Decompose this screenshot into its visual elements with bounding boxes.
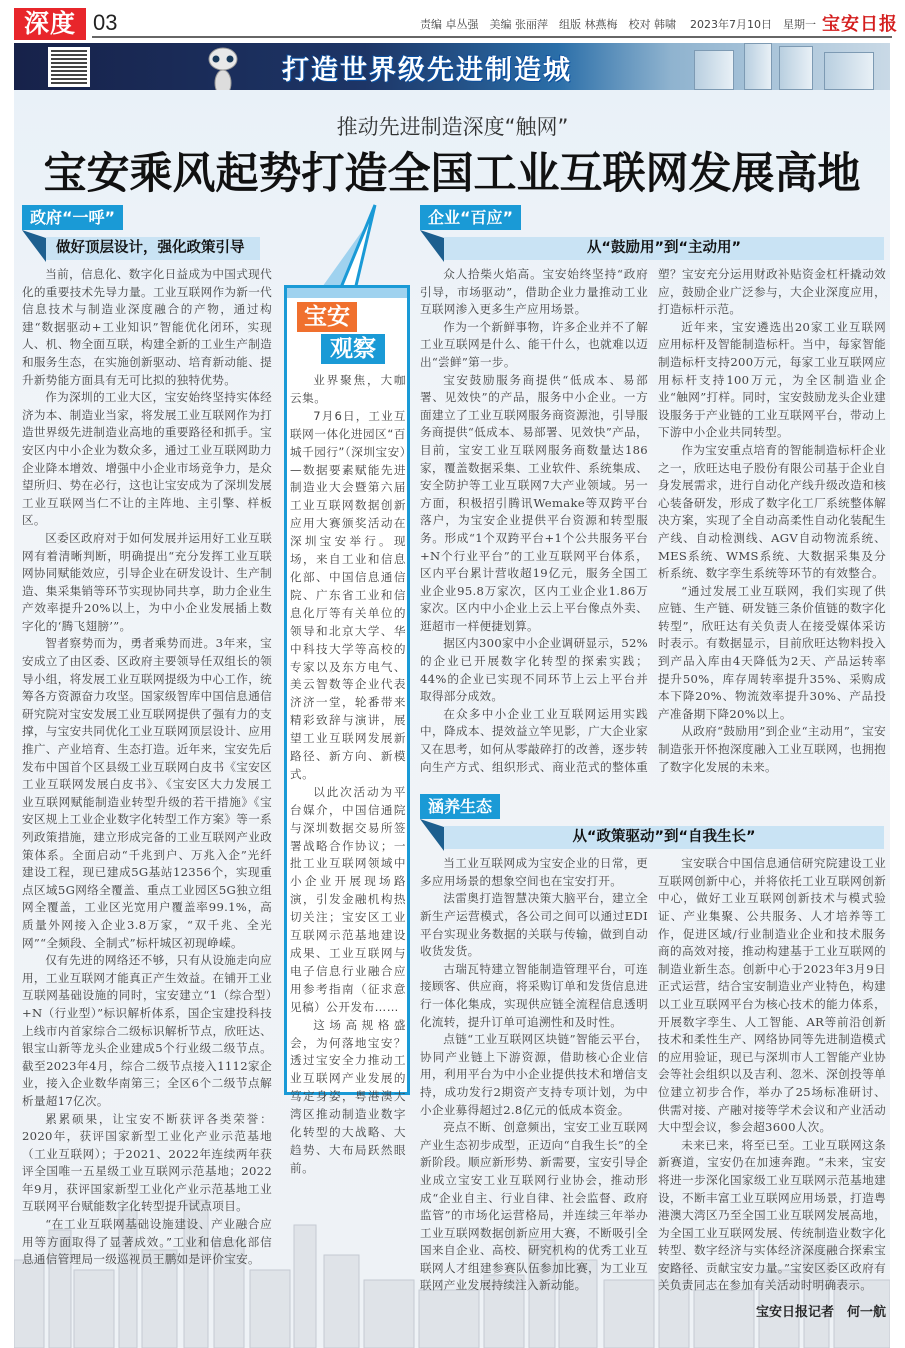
paragraph: 智者察势而为，勇者乘势而进。3年来，宝安成立了由区委、区政府主要领导任双组长的领导小组，将发展工业互联网提级为中心工作，统筹各方资源奋力攻坚。国家级智库中国信息通信研究院对宝安发展工业互联网提供了强有力的支撑，与宝安共同优化工业互联网顶层设计、应用推广、产业培育、生态打造。近年来，宝安先后发布中国首个区县级工业互联网白皮书《宝安区工业互联网发展白皮书》、《宝安区大力发展工业互联网赋能制造业转型升级的若干措施》《宝安区规上工业企业数字化转型工作方案》等一系列政策措施，建立形成完备的工业互联网产业政策体系。全面启动“千兆到户、万兆入企”光纤建设工程，现已建成5G基站12356个，实现重点区域5G网络全覆盖、重点工业园区5G独立组网全覆盖，工业区光宽用户覆盖率99.1%，高质量外网接入企业3.8万家，“双千兆、全光网”“全频段、全制式”标杆城区初现峥嵘。	[22, 636, 272, 950]
qr-code-icon	[48, 47, 90, 87]
editor-credits: 责编 卓丛强 美编 张丽萍 组版 林燕梅 校对 韩啸	[420, 18, 676, 31]
paragraph: 宝安联合中国信息通信研究院建设工业互联网创新中心，并将依托工业互联网创新中心，做好工业互联网创新技术与模式验证、产业集聚、公共服务、人才培养等工作，促进区域/行业制造业企业和技术服务商的高效对接，推动构建基于工业互联网的制造业新生态。创新中心于2023年3月9日正式运营，结合宝安制造业产业特色，构建以工业互联网平台为核心技术的能力体系，开展数字孪生、人工智能、AR等前沿创新技术和柔性生产、网络协同等先进制造模式的应用验证，现已与深圳市人工智能产业协会等社会组织以及吉利、忽米、深创投等单位建立初步合作，举办了25场标准研讨、供需对接、产融对接等学术会议和产业活动大中型会议，参会超3600人次。	[658, 856, 886, 1135]
paragraph: 古瑞瓦特建立智能制造管理平台，可连接顾客、供应商，将采购订单和发货信息进行一体化集成，实现供应链全流程信息透明化流转，提升订单可追溯性和及时性。	[420, 961, 648, 1029]
paragraph: 点链“工业互联网区块链”智能云平台，协同产业链上下游资源，借助核心企业信用，利用平台为中小企业提供技术和增信支持，成功发行2期资产支持专项计划，为中小企业募得超过2.8亿元的低成本资金。	[420, 1032, 648, 1117]
paragraph: 作为一个新鲜事物，许多企业并不了解工业互联网是什么、能干什么，也就难以迈出“尝鲜”第一步。	[420, 319, 648, 369]
callout-tag-observation: 观察	[321, 334, 385, 364]
paragraph: 区委区政府对于如何发展并运用好工业互联网有着清晰判断，明确提出“充分发挥工业互联网协同赋能效应，引导企业在研发设计、生产制造、集采集销等环节实现协同共享，助力企业生产效率提升20%以上，为中小企业发展插上数字化的‘腾飞翅膀’”。	[22, 530, 272, 633]
section-tag-ecosystem: 涵养生态	[420, 794, 500, 819]
author-byline: 宝安日报记者 何一航	[755, 1305, 886, 1321]
paragraph: “通过发展工业互联网，我们实现了供应链、生产链、研发链三条价值链的数字化转型”，欣旺达有关负责人在接受媒体采访时表示。有数据显示，目前欣旺达物料投入到产品入库由4天降低为2天、产品运转率提升50%，库存周转率提升35%、采购成本下降20%、物流效率提升30%、产品投产准备期下降20%以上。	[658, 583, 886, 721]
header-rule	[92, 36, 892, 38]
newspaper-logo: 宝安日报	[822, 14, 898, 35]
paragraph: 从政府“鼓励用”到企业“主动用”，宝安制造张开怀抱深度融入工业互联网，也拥抱了数字化发展的未来。	[658, 724, 886, 774]
paragraph: 当工业互联网成为宝安企业的日常，更多应用场景的想象空间也在宝安打开。	[420, 856, 648, 888]
paragraph: 当前，信息化、数字化日益成为中国式现代化的重要技术先导力量。工业互联网作为新一代信息技术与制造业深度融合的产物，通过构建“数据驱动+工业知识”智能优化闭环，实现人、机、物全面互联，构建全新的工业生产制造和服务生态，在实施创新驱动、培育新动能、提升新势能方面具有无可比拟的独特优势。	[22, 267, 272, 387]
paragraph: 业界聚焦，大咖云集。	[290, 373, 406, 405]
callout-tag-baoan: 宝安	[297, 302, 357, 332]
page-number: 03	[93, 10, 118, 35]
paragraph: 宝安鼓励服务商提供“低成本、易部署、见效快”的产品，服务中小企业。一方面建立了工业互联网服务商资源池，引导服务商提供“低成本、易部署、见效快”产品，目前，宝安工业互联网服务商数量达186家，覆盖数据采集、工业软件、系统集成、安全防护等工业互联网7大产业领域。另一方面，积极招引腾讯Wemake等双跨平台落户，为宝安企业提供平台资源和转型服务。形成“1个双跨平台+1个公共服务平台+N个行业平台”的工业互联网平台体系，区内平台累计营收超19亿元，服务全国工业企业95.8万家次，区内工业企业1.86万家次。区内中小企业上云上平台像点外卖、逛超市一样便捷划算。	[420, 372, 648, 633]
paragraph: 以此次活动为平台媒介，中国信通院与深圳数据交易所签署战略合作协议；一批工业互联网领域中小企业开展现场路演，引发金融机构热切关注；宝安区工业互联网示范基地建设成果、工业互联网与电子信息行业融合应用参考指南（征求意见稿）公开发布……	[290, 784, 406, 1014]
paragraph: 累累硕果，让宝安不断获评各类荣誉：2020年，获评国家新型工业化产业示范基地（工业互联网）；于2021、2022年连续两年获评全国唯一五星级工业互联网示范基地；2022年9月，获评国家新型工业化产业示范基地工业互联网平台赋能数字化转型提升试点项目。	[22, 1111, 272, 1214]
issue-date: 2023年7月10日 星期一	[690, 18, 816, 31]
banner-title: 打造世界级先进制造城	[282, 55, 572, 86]
callout-top-strip	[287, 288, 407, 298]
subhead-left: 做好顶层设计，强化政策引导	[46, 237, 260, 260]
paragraph: 这场高规格盛会，为何落地宝安？透过宝安全力推动工业互联网产业发展的笃定身姿，粤港澳大湾区推动制造业数字化转型的大战略、大趋势、大布局跃然眼前。	[290, 1017, 406, 1175]
paragraph: 据区内300家中小企业调研显示，52%的企业已开展数字化转型的探索实践；44%的企业已实现不同环节上云上平台并取得部分成效。	[420, 636, 648, 704]
paragraph: 众人拾柴火焰高。宝安始终坚持“政府引导，市场驱动”，借助企业力量推动工业互联网渗入更多生产应用场景。	[420, 267, 648, 317]
section-tag-government: 政府“一呼”	[22, 205, 123, 230]
section-header	[420, 205, 886, 266]
header-info	[300, 16, 816, 32]
subhead-right-top: 从“鼓励用”到“主动用”	[444, 237, 884, 260]
paragraph: “在工业互联网基础设施建设、产业融合应用等方面取得了显著成效。”工业和信息化部信息通信管理局一级巡视员王鹏如是评价宝安。	[22, 1217, 272, 1267]
paragraph: 近年来，宝安遴选出20家工业互联网应用标杆及智能制造标杆。当中，每家智能制造标杆支持200万元，每家工业互联网应用标杆支持100万元，为全区制造业企业“触网”打样。同时，宝安鼓励龙头企业建设服务于产业链的工业互联网平台，带动上下游中小企业共同转型。	[658, 319, 886, 440]
section-badge: 深度	[14, 8, 86, 40]
subhead-triangle-icon	[420, 819, 444, 851]
paragraph: 7月6日，工业互联网一体化进园区“百城千园行”（深圳宝安）—数据要素赋能先进制造业大会暨第六届工业互联网数据创新应用大赛颁奖活动在深圳宝安举行。现场，来自工业和信息化部、中国信息通信院、广东省工业和信息化厅等有关单位的领导和北京大学、华中科技大学等高校的专家以及东方电气、美云智数等企业代表济济一堂，轮番带来精彩致辞与演讲，展望工业互联网发展新路径、新方向、新模式。	[290, 408, 406, 781]
paragraph: 作为深圳的工业大区，宝安始终坚持实体经济为本、制造业当家，将发展工业互联网作为打造世界级先进制造业高地的重要路径和抓手。宝安区内中小企业为数众多，通过工业互联网助力企业降本增效、增强中小企业市场竞争力，是众望所归、势在必行，这也让宝安成为了深圳发展工业互联网当仁不让的主阵地、主引擎、样板区。	[22, 390, 272, 528]
section-tag-enterprise: 企业“百应”	[420, 205, 521, 230]
section-header	[420, 794, 886, 855]
headline-title: 宝安乘风起势打造全国工业互联网发展高地	[43, 149, 861, 199]
paragraph: 亮点不断、创意频出，宝安工业互联网产业生态初步成型，正迈向“自我生长”的全新阶段。顺应新形势、新需要，宝安引导企业成立宝安工业互联网行业协会，推动形成“企业自主、行业自律、社会监督、政府监管”的市场化运营格局，并连续三年举办工业互联网数据创新应用大赛，不断吸引全国来自企业、高校、研究机构的优秀工业互联网人才组建参赛队伍参加比赛，为工业互联网产业发展持续注入新动能。	[420, 1120, 648, 1293]
headline-subtitle: 推动先进制造深度“触网”	[336, 115, 569, 139]
article-columns-right-bottom	[420, 855, 886, 1295]
speech-bubble-pointer	[300, 195, 420, 290]
subhead-right-bottom: 从“政策驱动”到“自我生长”	[444, 826, 884, 849]
paragraph: 作为宝安重点培育的智能制造标杆企业之一，欣旺达电子股份有限公司基于企业自身发展需求，进行自动化产线升级改造和核心装备研发，形成了数字化工厂系统整体解决方案，实现了全自动高柔性自动化装配生产线、自动检测线、AGV自动物流系统、MES系统、WMS系统、大数据采集及分析系统、数字孪生系统等环节的有效整合。	[658, 442, 886, 581]
subhead-triangle-icon	[22, 230, 46, 262]
subhead-triangle-icon	[420, 230, 444, 262]
section-government	[22, 205, 272, 1269]
section-header	[22, 205, 272, 266]
section-right	[420, 205, 886, 1320]
paragraph: 仅有先进的网络还不够，只有从设施走向应用，工业互联网才能真正产生效益。在铺开工业互联网基础设施的同时，宝安建立“1（综合型）+N（行业型）”标识解析体系，国企宝建投科技上线市内首家综合二级标识解析节点，欣旺达、银宝山新等龙头企业建成5个行业级二级节点。截至2023年4月，综合二级节点接入1112家企业，接入企业数华南第三；全区6个二级节点解析量超17亿次。	[22, 953, 272, 1108]
paragraph: 未来已来，将至已至。工业互联网这条新赛道，宝安仍在加速奔跑。“未来，宝安将进一步深化国家级工业互联网示范基地建设，不断丰富工业互联网应用场景，打造粤港澳大湾区乃至全国工业互联网发展高地，为全国工业互联网发展、传统制造业数字化转型、数字经济与实体经济深度融合探索宝安路径、贡献宝安力量。”宝安区委区政府有关负责同志在参加有关活动时明确表示。	[658, 1137, 886, 1293]
article-column-left	[22, 266, 272, 1269]
article-column-middle	[290, 372, 406, 1178]
paragraph: 在众多中小企业工业互联网运用实践中，降成本、提效益立竿见影，广大企业家又在思考，如何从零敲碎打的改善，逐步转向生产方式、组织形式、商业范式的整体重塑？宝安充分运用财政补贴资金杠杆撬动效应，鼓励企业广泛参与，大企业深度应用，打造标杆示范。	[420, 267, 886, 774]
paragraph: 法雷奥打造智慧决策大脑平台，建立全新生产运营模式，各公司之间可以通过EDI平台实现业务数据的关联与传输，做到自动收货发货。	[420, 891, 648, 959]
article-columns-right-top	[420, 266, 886, 776]
